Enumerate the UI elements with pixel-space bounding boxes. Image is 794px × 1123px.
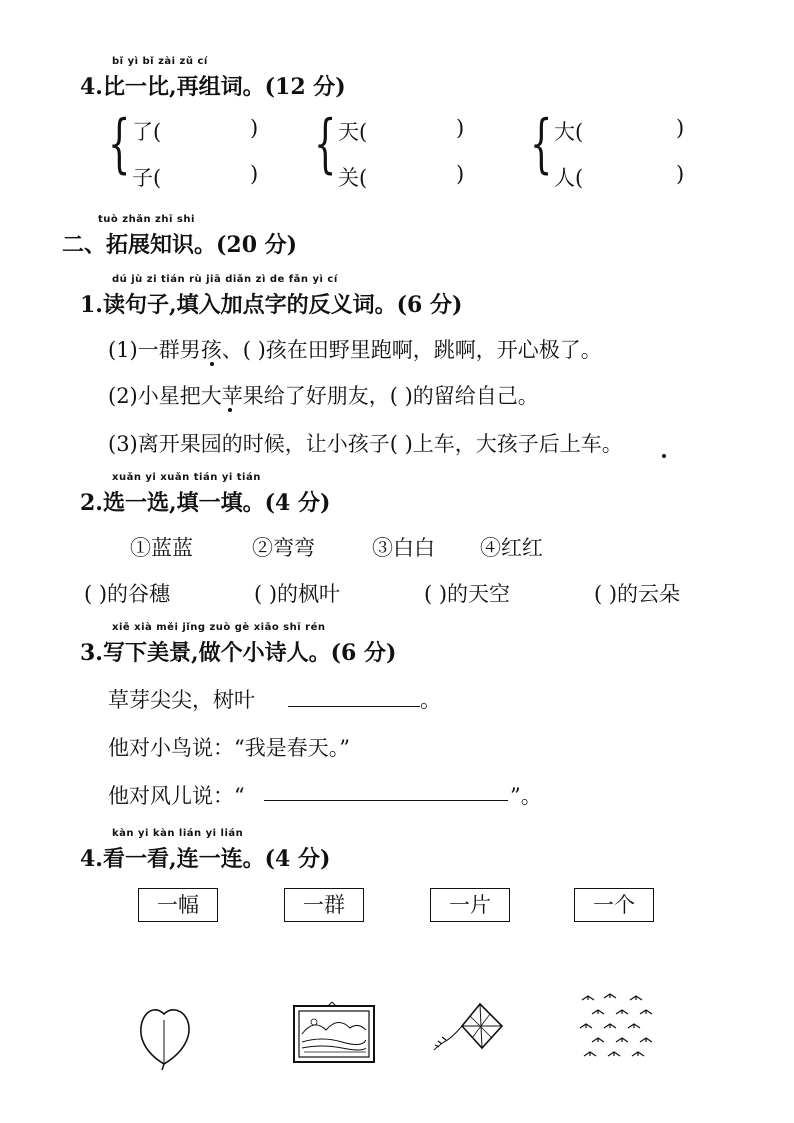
emphasis-dot	[228, 408, 232, 412]
s2-q1-pinyin: dú jù zi tián rù jiā diǎn zì de fǎn yì cí	[112, 274, 338, 285]
option-1: ①蓝蓝	[130, 536, 193, 560]
compare-word-top: 了(	[132, 120, 162, 144]
word-box-1: 一幅	[138, 888, 218, 922]
s2-q3-title: 3.写下美景,做个小诗人。(6 分)	[80, 640, 397, 666]
brace-icon: {	[314, 107, 337, 181]
fill-blank-3: ( )的天空	[424, 582, 511, 606]
q4-compare-pinyin: bǐ yì bǐ zài zǔ cí	[112, 56, 208, 67]
painting-icon	[292, 1000, 376, 1064]
poem-line-3-suffix: ”。	[510, 784, 542, 808]
compare-word-bottom: 子(	[132, 166, 162, 190]
s2-q1-title: 1.读句子,填入加点字的反义词。(6 分)	[80, 292, 463, 318]
poem-blank-1	[288, 706, 420, 707]
s2-q3-pinyin: xiě xià měi jǐng zuò gè xiǎo shī rén	[112, 622, 326, 633]
fill-blank-1: ( )的谷穗	[84, 582, 171, 606]
s2-q2-title: 2.选一选,填一填。(4 分)	[80, 490, 331, 516]
s2-q2-pinyin: xuǎn yi xuǎn tián yi tián	[112, 472, 261, 483]
compare-word-top: 大(	[554, 120, 584, 144]
brace-icon: {	[108, 107, 131, 181]
emphasis-dot	[662, 454, 666, 458]
fill-blank-2: ( )的枫叶	[254, 582, 341, 606]
poem-line-1-prefix: 草芽尖尖，树叶	[108, 688, 255, 712]
compare-word-bottom: 关(	[338, 166, 368, 190]
q4-compare-title: 4.比一比,再组词。(12 分)	[80, 74, 346, 100]
compare-word-bottom: 人(	[554, 166, 584, 190]
compare-close-paren: )	[456, 116, 465, 140]
brace-icon: {	[530, 107, 553, 181]
option-4: ④红红	[480, 536, 543, 560]
poem-line-3-prefix: 他对风儿说：“	[108, 784, 245, 808]
compare-close-paren: )	[676, 162, 685, 186]
compare-close-paren: )	[676, 116, 685, 140]
word-box-3: 一片	[430, 888, 510, 922]
poem-line-1-suffix: 。	[420, 688, 441, 712]
emphasis-dot	[210, 362, 214, 366]
option-3: ③白白	[372, 536, 435, 560]
s2-q1-line-1: (1)一群男孩、( )孩在田野里跑啊，跳啊，开心极了。	[108, 338, 602, 362]
compare-word-top: 天(	[338, 120, 368, 144]
fill-blank-4: ( )的云朵	[594, 582, 681, 606]
s2-q1-line-2: (2)小星把大苹果给了好朋友，( )的留给自己。	[108, 384, 539, 408]
word-box-2: 一群	[284, 888, 364, 922]
option-2: ②弯弯	[252, 536, 315, 560]
section2-pinyin: tuò zhǎn zhī shi	[98, 214, 195, 225]
poem-blank-2	[264, 800, 508, 801]
poem-line-2: 他对小鸟说：“我是春天。”	[108, 736, 350, 760]
s2-q1-line-3: (3)离开果园的时候，让小孩子( )上车，大孩子后上车。	[108, 432, 623, 456]
word-box-4: 一个	[574, 888, 654, 922]
compare-close-paren: )	[250, 162, 259, 186]
leaf-icon	[134, 1000, 194, 1070]
s2-q4-title: 4.看一看,连一连。(4 分)	[80, 846, 331, 872]
s2-q4-pinyin: kàn yi kàn lián yi lián	[112, 828, 244, 839]
kite-icon	[430, 998, 510, 1062]
compare-close-paren: )	[250, 116, 259, 140]
compare-close-paren: )	[456, 162, 465, 186]
section2-title: 二、拓展知识。(20 分)	[62, 232, 298, 258]
bird-flock-icon	[574, 990, 664, 1066]
